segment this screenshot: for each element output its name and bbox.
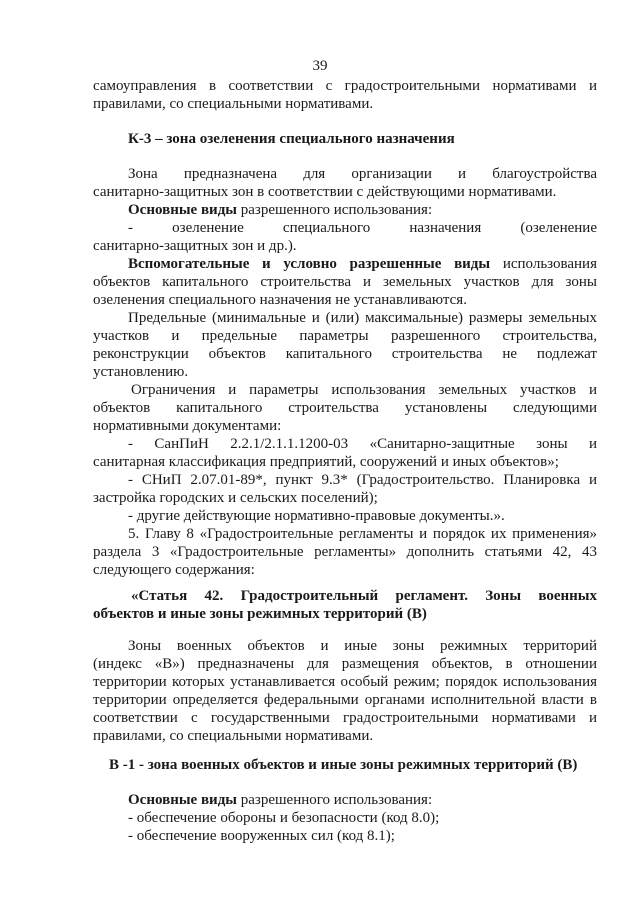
paragraph-line: санитарно-защитных зон в соответствии с действующими нормативами. xyxy=(93,184,557,200)
list-item-line: - обеспечение обороны и безопасности (код 8.0); xyxy=(128,810,440,826)
section-heading-v1: В -1 - зона военных объектов и иные зоны режимных территорий (В) xyxy=(109,757,578,773)
paragraph-line: соответствии с государственными градостроительными нормативами и xyxy=(93,710,597,726)
list-item-line: застройка городских и сельских поселений); xyxy=(93,490,378,506)
paragraph-line xyxy=(128,201,432,219)
text-run: использования xyxy=(490,256,597,272)
list-item-line: - СанПиН 2.2.1/2.1.1.1200-03 «Санитарно-защитные зоны и xyxy=(128,436,597,452)
section-heading-k3: К-3 – зона озеленения специального назначения xyxy=(128,131,455,147)
paragraph-line: 5. Главу 8 «Градостроительные регламенты и порядок их применения» xyxy=(128,526,597,542)
paragraph-line: правилами, со специальными нормативами. xyxy=(93,728,374,744)
list-item-line: - обеспечение вооруженных сил (код 8.1); xyxy=(128,828,395,844)
paragraph-line: Предельные (минимальные и (или) максимальные) размеры земельных xyxy=(128,310,597,326)
paragraph-line: правилами, со специальными нормативами. xyxy=(93,96,374,112)
paragraph-line: территории определяется федеральными органами исполнительной власти в xyxy=(93,692,597,708)
paragraph-line xyxy=(128,255,597,273)
paragraph-line: следующего содержания: xyxy=(93,562,255,578)
article-heading-line: объектов и иные зоны режимных территорий (В) xyxy=(93,606,427,622)
paragraph-line: объектов капитального строительства установлены следующими xyxy=(93,400,597,416)
text-run: разрешенного использования: xyxy=(237,792,433,808)
paragraph-line: самоуправления в соответствии с градостроительными нормативами и xyxy=(93,78,597,94)
paragraph-line xyxy=(128,791,432,809)
paragraph-line: участков и предельные параметры разрешенного строительства, xyxy=(93,328,597,344)
list-item-line: - СНиП 2.07.01-89*, пункт 9.3* (Градостроительство. Планировка и xyxy=(128,472,597,488)
paragraph-line: (индекс «В») предназначены для размещения объектов, в отношении xyxy=(93,656,597,672)
paragraph-line: Зона предназначена для организации и благоустройства xyxy=(128,166,597,182)
paragraph-line: Зоны военных объектов и иные зоны режимных территорий xyxy=(128,638,597,654)
list-item-line: санитарная классификация предприятий, сооружений и иных объектов»; xyxy=(93,454,559,470)
paragraph-line: объектов капитального строительства и земельных участков для зоны xyxy=(93,274,597,290)
paragraph-line: Ограничения и параметры использования земельных участков и xyxy=(131,382,597,398)
paragraph-line: установлению. xyxy=(93,364,189,380)
page-number: 39 xyxy=(312,58,328,74)
bold-term: Основные виды xyxy=(128,792,237,808)
text-run: разрешенного использования: xyxy=(237,202,433,218)
paragraph-line: нормативными документами: xyxy=(93,418,282,434)
paragraph-line: раздела 3 «Градостроительные регламенты» дополнить статьями 42, 43 xyxy=(93,544,597,560)
paragraph-line: реконструкции объектов капитального строительства не подлежат xyxy=(93,346,597,362)
paragraph-line: санитарно-защитных зон и др.). xyxy=(93,238,297,254)
paragraph-line: озеленения специального назначения не устанавливаются. xyxy=(93,292,467,308)
paragraph-line: территории которых устанавливается особый режим; порядок использования xyxy=(93,674,597,690)
bold-term: Вспомогательные и условно разрешенные виды xyxy=(128,256,491,272)
list-item-line: - другие действующие нормативно-правовые документы.». xyxy=(128,508,505,524)
bold-term: Основные виды xyxy=(128,202,237,218)
paragraph-line: - озеленение специального назначения (озеленение xyxy=(128,220,597,236)
article-heading-line: «Статья 42. Градостроительный регламент. Зоны военных xyxy=(131,588,597,604)
